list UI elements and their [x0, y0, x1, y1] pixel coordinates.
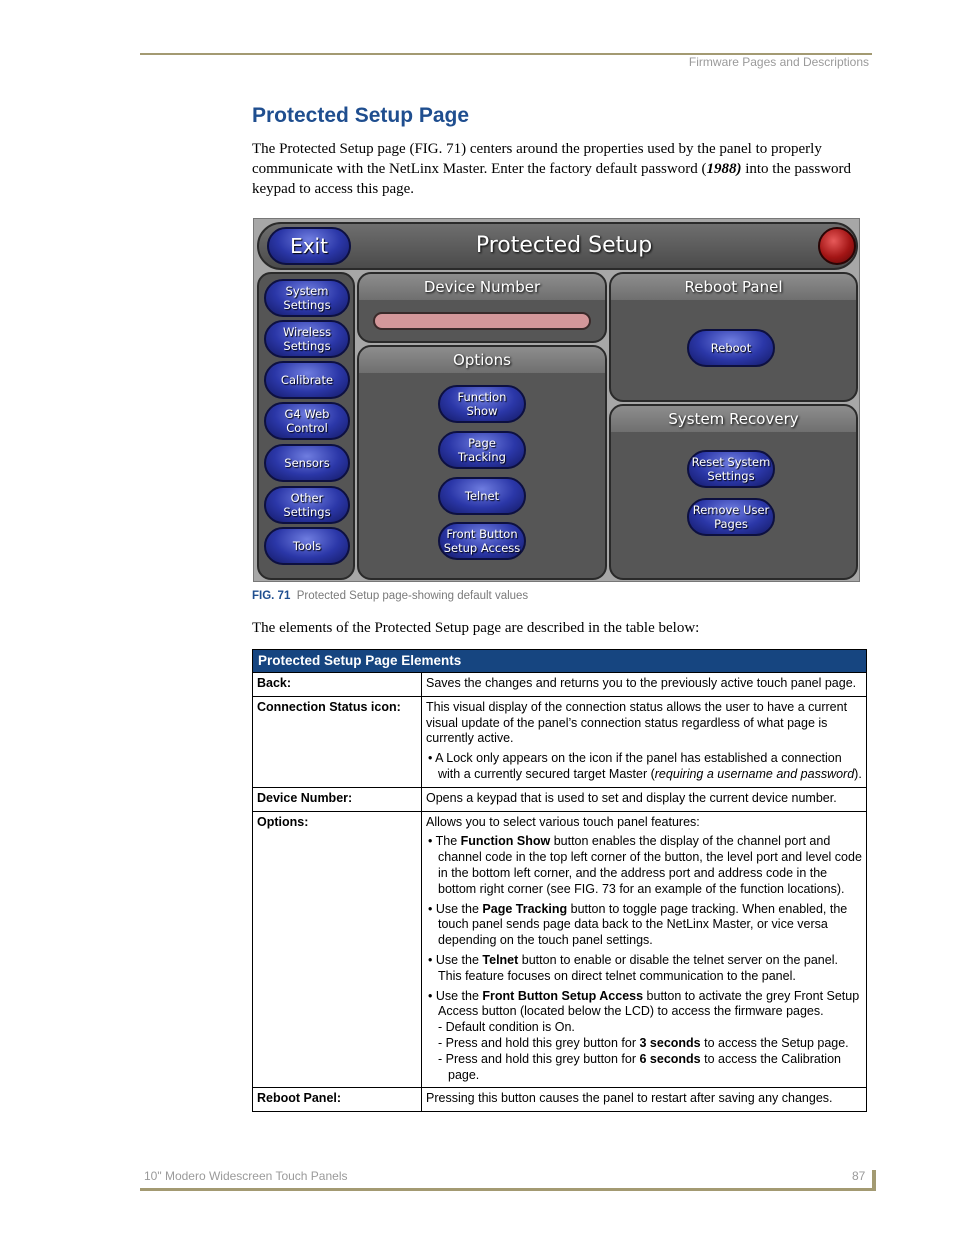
- page-tracking-button[interactable]: Page Tracking: [438, 431, 526, 469]
- default-password: 1988): [706, 161, 742, 177]
- footer-rule-end: [872, 1170, 876, 1191]
- wireless-settings-button[interactable]: Wireless Settings: [264, 320, 350, 358]
- system-settings-button[interactable]: System Settings: [264, 279, 350, 317]
- protected-setup-screenshot: [253, 218, 860, 582]
- intro-paragraph: The Protected Setup page (FIG. 71) centers around the properties used by the panel to properly communicate with the NetLinx Master. Enter the factory default password (1988) into the password keypad to access this page.: [252, 141, 852, 197]
- device-number-box: [357, 272, 607, 343]
- sensors-button[interactable]: Sensors: [264, 444, 350, 482]
- telnet-button[interactable]: Telnet: [438, 477, 526, 515]
- header-section-title: Firmware Pages and Descriptions: [688, 55, 869, 69]
- footer-rule: [140, 1188, 872, 1191]
- table-row: Connection Status icon: This visual display of the connection status allows the user to have a current visual update of the panel’s connection status regardless of what page is currently active. • A Lock only appears on the icon if the panel has established a connection with a currently secured target Master (requiring a username and password).: [253, 696, 867, 787]
- table-row: Options: Allows you to select various touch panel features: • The Function Show button enables the display of the channel port and channel code in the top left corner of the button, the level port and level code in the bottom left corner, and the address port and address code in the bottom right corner (see FIG. 73 for an example of the function locations). • Use the Page Tracking button to toggle page tracking. When enabled, the touch panel sends page data back to the NetLinx Master, or vice versa depending on the touch panel settings. • Use the Telnet button to enable or disable the telnet server on the panel. This feature focuses on direct telnet communication to the panel. • Use the Front Button Setup Access button to activate the grey Front Setup Access button (located below the LCD) to access the firmware pages. - Default condition is On. - Press and hold this grey button for 3 seconds to access the Setup page. - Press and hold this grey button for 6 seconds to access the Calibration page.: [253, 811, 867, 1088]
- reboot-panel-heading: Reboot Panel: [611, 274, 856, 300]
- g4-web-control-button[interactable]: G4 Web Control: [264, 402, 350, 440]
- page-number: 87: [852, 1169, 866, 1183]
- reboot-panel-box: [609, 272, 858, 402]
- table-row: Device Number: Opens a keypad that is used to set and display the current device number.: [253, 787, 867, 811]
- device-number-heading: Device Number: [359, 274, 605, 300]
- other-settings-button[interactable]: Other Settings: [264, 486, 350, 524]
- options-box: [357, 345, 607, 580]
- table-intro: The elements of the Protected Setup page are described in the table below:: [252, 620, 700, 636]
- remove-user-pages-button[interactable]: Remove User Pages: [687, 498, 775, 536]
- exit-button[interactable]: Exit: [267, 227, 351, 265]
- calibrate-button[interactable]: Calibrate: [264, 361, 350, 399]
- front-button-setup-access-button[interactable]: Front Button Setup Access: [438, 522, 526, 560]
- panel-title: Protected Setup: [475, 233, 653, 258]
- reboot-button[interactable]: Reboot: [687, 329, 775, 367]
- footer-title: 10" Modero Widescreen Touch Panels: [144, 1169, 348, 1183]
- table-row: Reboot Panel: Pressing this button causes the panel to restart after saving any changes.: [253, 1088, 867, 1112]
- connection-status-icon[interactable]: [818, 227, 856, 265]
- device-number-field[interactable]: [373, 312, 591, 330]
- figure-caption: FIG. 71 Protected Setup page-showing default values: [252, 590, 529, 602]
- system-recovery-heading: System Recovery: [611, 406, 856, 432]
- table-header: Protected Setup Page Elements: [253, 650, 867, 673]
- panel-sidebar: [257, 272, 355, 580]
- options-heading: Options: [359, 347, 605, 373]
- system-recovery-box: [609, 404, 858, 580]
- reset-system-settings-button[interactable]: Reset System Settings: [687, 450, 775, 488]
- table-row: Back: Saves the changes and returns you to the previously active touch panel page.: [253, 673, 867, 697]
- tools-button[interactable]: Tools: [264, 527, 350, 565]
- elements-table: [252, 649, 867, 1112]
- function-show-button[interactable]: Function Show: [438, 385, 526, 423]
- page-title: Protected Setup Page: [252, 104, 470, 127]
- panel-title-bar: [257, 222, 858, 270]
